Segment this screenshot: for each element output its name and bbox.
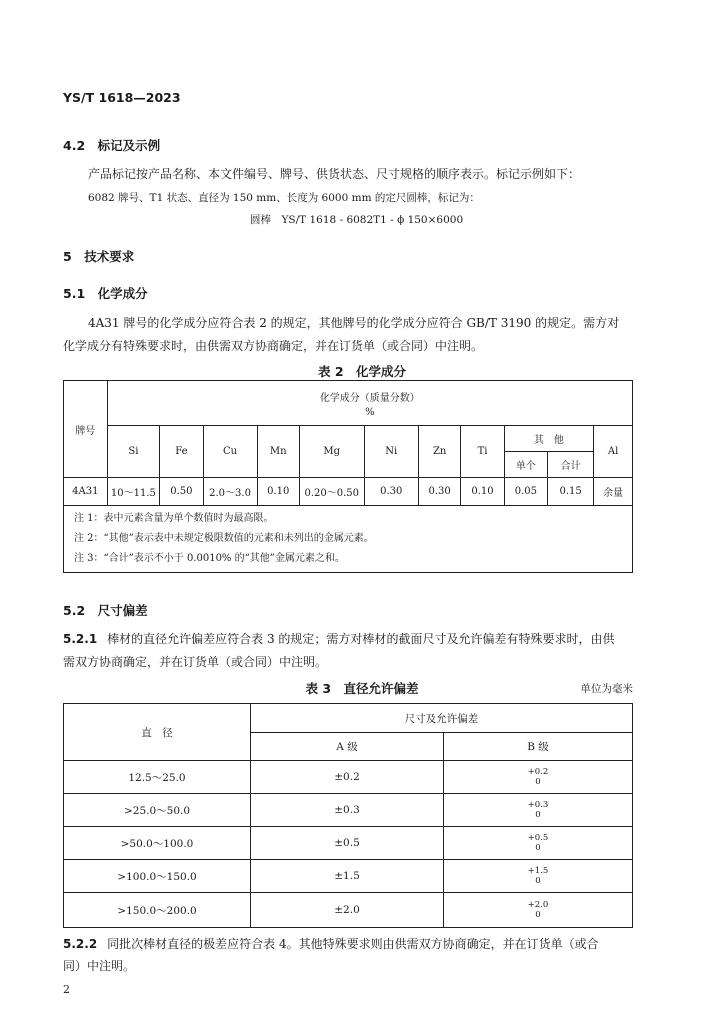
value-ni: 0.30 xyxy=(364,478,418,506)
composition-group-header xyxy=(107,381,632,426)
grade-b-cell xyxy=(444,827,633,860)
element-header-cu: Cu xyxy=(203,426,257,478)
grade-b-cell xyxy=(444,893,633,928)
grade-a-cell: ±0.3 xyxy=(251,794,444,827)
b-lower: 0 xyxy=(535,876,541,886)
note-3: 注 3：“合计”表示不小于 0.0010% 的“其他”金属元素之和。 xyxy=(74,553,345,564)
value-cu: 2.0～3.0 xyxy=(203,478,257,506)
section-5-2-1-line2: 需双方协商确定，并在订货单（或合同）中注明。 xyxy=(63,655,328,669)
section-5-heading: 5 技术要求 xyxy=(63,249,135,264)
other-single-header: 单个 xyxy=(504,452,547,478)
b-lower: 0 xyxy=(535,910,541,920)
table-row xyxy=(64,478,633,506)
element-header-mn: Mn xyxy=(257,426,299,478)
grade-a-cell: ±1.5 xyxy=(251,860,444,893)
section-4-2-heading: 4.2 标记及示例 xyxy=(63,138,161,153)
grade-b-cell xyxy=(444,794,633,827)
page-number: 2 xyxy=(63,983,70,996)
element-header-zn: Zn xyxy=(418,426,460,478)
section-5-1-paragraph-line2: 化学成分有特殊要求时，由供需双方协商确定，并在订货单（或合同）中注明。 xyxy=(63,339,484,353)
grade-a-cell: ±0.5 xyxy=(251,827,444,860)
other-total-header: 合计 xyxy=(548,452,594,478)
table-2-notes xyxy=(64,506,633,573)
element-header-ti: Ti xyxy=(461,426,504,478)
grade-a-cell: ±2.0 xyxy=(251,893,444,928)
value-zn: 0.30 xyxy=(418,478,460,506)
value-si: 10～11.5 xyxy=(107,478,160,506)
table-3-caption: 表 3 直径允许偏差 xyxy=(305,681,419,696)
b-upper: +0.5 xyxy=(527,833,549,843)
section-5-2-1-number: 5.2.1 xyxy=(63,632,98,646)
diameter-cell: >50.0～100.0 xyxy=(64,827,251,860)
composition-unit: % xyxy=(365,406,375,418)
composition-group-title: 化学成分（质量分数） xyxy=(319,392,420,404)
grade-cell: 4A31 xyxy=(64,478,108,506)
section-5-2-2-line2: 同）中注明。 xyxy=(63,959,136,973)
chemical-composition-table xyxy=(63,380,633,573)
section-5-2-1-text: 棒材的直径允许偏差应符合表 3 的规定；需方对棒材的截面尺寸及允许偏差有特殊要求时，由供 xyxy=(107,632,615,646)
grade-b-cell xyxy=(444,761,633,794)
table-3-unit: 单位为毫米 xyxy=(580,683,633,695)
b-lower: 0 xyxy=(535,777,541,787)
section-5-2-2-number: 5.2.2 xyxy=(63,937,98,951)
element-header-mg: Mg xyxy=(299,426,364,478)
section-5-2-2-line1 xyxy=(63,935,599,952)
table-row xyxy=(64,860,633,893)
b-upper: +0.2 xyxy=(527,767,549,777)
element-header-ni: Ni xyxy=(364,426,418,478)
value-other-single: 0.05 xyxy=(504,478,547,506)
value-fe: 0.50 xyxy=(160,478,203,506)
table-row xyxy=(64,794,633,827)
value-mg: 0.20～0.50 xyxy=(299,478,364,506)
section-5-2-heading: 5.2 尺寸偏差 xyxy=(63,603,148,618)
note-1: 注 1：表中元素含量为单个数值时为最高限。 xyxy=(74,513,274,524)
table-2-caption: 表 2 化学成分 xyxy=(317,364,407,379)
grade-a-cell: ±0.2 xyxy=(251,761,444,794)
grade-b-cell xyxy=(444,860,633,893)
document-id: YS/T 1618—2023 xyxy=(63,90,181,105)
table-row xyxy=(64,761,633,794)
grade-header: 牌号 xyxy=(64,381,108,478)
other-group-header: 其 他 xyxy=(504,426,593,452)
section-5-2-2-text: 同批次棒材直径的极差应符合表 4。其他特殊要求则由供需双方协商确定，并在订货单（或合 xyxy=(107,937,599,951)
grade-a-header: A 级 xyxy=(251,733,444,761)
diameter-header: 直 径 xyxy=(64,704,251,761)
diameter-cell: >100.0～150.0 xyxy=(64,860,251,893)
value-al: 余量 xyxy=(594,478,633,506)
diameter-tolerance-table xyxy=(63,703,633,928)
diameter-cell: >150.0～200.0 xyxy=(64,893,251,928)
value-other-total: 0.15 xyxy=(548,478,594,506)
element-header-al: Al xyxy=(594,426,633,478)
b-lower: 0 xyxy=(535,810,541,820)
section-5-1-heading: 5.1 化学成分 xyxy=(63,286,148,301)
section-5-2-1-line1 xyxy=(63,630,614,647)
section-4-2-example-intro: 6082 牌号、T1 状态、直径为 150 mm、长度为 6000 mm 的定尺圆棒，标记为： xyxy=(88,192,480,204)
section-4-2-paragraph: 产品标记按产品名称、本文件编号、牌号、供货状态、尺寸规格的顺序表示。标记示例如下： xyxy=(88,167,581,181)
b-lower: 0 xyxy=(535,843,541,853)
b-upper: +0.3 xyxy=(527,800,549,810)
grade-b-header: B 级 xyxy=(444,733,633,761)
diameter-cell: >25.0～50.0 xyxy=(64,794,251,827)
value-mn: 0.10 xyxy=(257,478,299,506)
b-upper: +1.5 xyxy=(527,866,549,876)
marking-example: 圆棒 YS/T 1618 - 6082T1 - ϕ 150×6000 xyxy=(250,214,464,226)
value-ti: 0.10 xyxy=(461,478,504,506)
section-5-1-paragraph-line1: 4A31 牌号的化学成分应符合表 2 的规定，其他牌号的化学成分应符合 GB/T 3190 的规定。需方对 xyxy=(88,316,620,330)
tolerance-group-header: 尺寸及允许偏差 xyxy=(251,704,633,733)
diameter-cell: 12.5～25.0 xyxy=(64,761,251,794)
element-header-si: Si xyxy=(107,426,160,478)
b-upper: +2.0 xyxy=(527,900,549,910)
table-row xyxy=(64,893,633,928)
table-row xyxy=(64,827,633,860)
note-2: 注 2：“其他”表示表中未规定极限数值的元素和未列出的金属元素。 xyxy=(74,533,374,544)
element-header-fe: Fe xyxy=(160,426,203,478)
